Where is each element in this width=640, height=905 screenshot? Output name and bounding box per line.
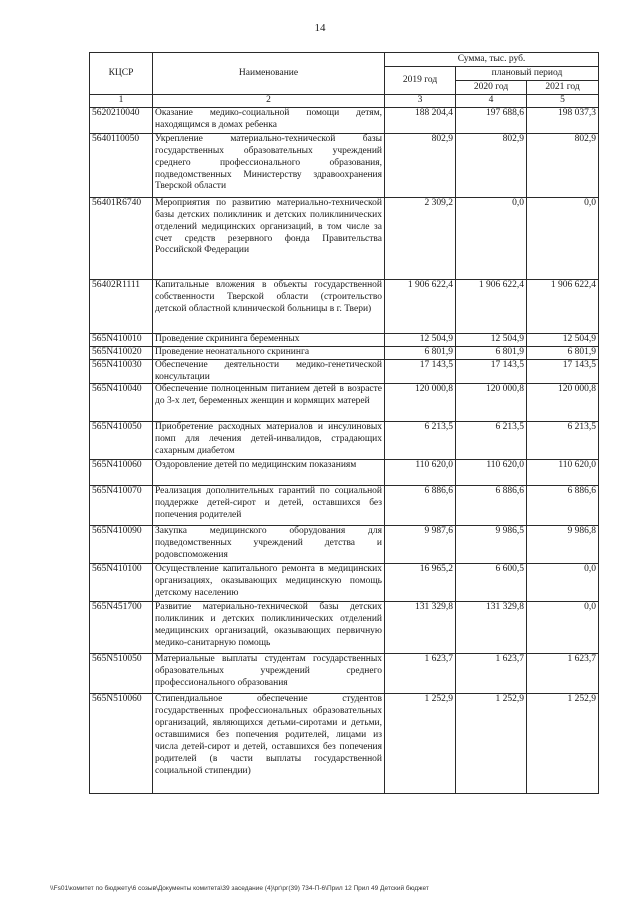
header-year-2021: 2021 год: [527, 81, 599, 95]
table-row: [90, 564, 599, 602]
name-cell: Укрепление материально-технической базы государственных образовательных учреждений среднего профессионального образования, подведомственных Министерству здравоохранения Тверской области: [153, 133, 385, 197]
value-2021-cell: 198 037,3: [527, 107, 599, 133]
value-2019-cell: 802,9: [385, 133, 456, 197]
kcsr-code-cell: 565N410100: [90, 564, 153, 602]
name-cell: Обеспечение полноценным питанием детей в возрасте до 3-х лет, беременных женщин и кормящих матерей: [153, 384, 385, 422]
value-2021-cell: 6 801,9: [527, 346, 599, 359]
name-cell: Капитальные вложения в объекты государственной собственности Тверской области (строительство детской областной клинической больницы в г. Твери): [153, 279, 385, 333]
value-2020-cell: 6 213,5: [456, 422, 527, 460]
column-number: 1: [90, 95, 153, 108]
value-2021-cell: 110 620,0: [527, 460, 599, 486]
value-2020-cell: 0,0: [456, 197, 527, 279]
value-2019-cell: 12 504,9: [385, 333, 456, 346]
kcsr-code-cell: 565N451700: [90, 602, 153, 654]
name-cell: Реализация дополнительных гарантий по социальной поддержке детей-сирот и детей, оставшихся без попечения родителей: [153, 486, 385, 526]
value-2021-cell: 0,0: [527, 602, 599, 654]
name-cell: Закупка медицинского оборудования для подведомственных учреждений детства и родовспоможения: [153, 526, 385, 564]
budget-table: [89, 52, 599, 794]
value-2020-cell: 6 801,9: [456, 346, 527, 359]
value-2019-cell: 6 801,9: [385, 346, 456, 359]
kcsr-code-cell: 565N410090: [90, 526, 153, 564]
value-2021-cell: 0,0: [527, 564, 599, 602]
header-year-2019: 2019 год: [385, 67, 456, 95]
value-2021-cell: 12 504,9: [527, 333, 599, 346]
kcsr-code-cell: 565N410030: [90, 359, 153, 384]
name-cell: Оздоровление детей по медицинским показаниям: [153, 460, 385, 486]
value-2021-cell: 1 906 622,4: [527, 279, 599, 333]
header-name: Наименование: [153, 53, 385, 95]
kcsr-code-cell: 5620210040: [90, 107, 153, 133]
name-cell: Приобретение расходных материалов и инсулиновых помп для лечения детей-инвалидов, страдающих сахарным диабетом: [153, 422, 385, 460]
table-row: [90, 384, 599, 422]
footer-file-path: \\Fs01\комитет по бюджету\6 созыв\Документы комитета\39 заседание (4)\рг\рг(39) 734-П-6\Прил 12 Прил 49 Детский бюджет: [50, 885, 429, 892]
name-cell: Развитие материально-технической базы детских поликлиник и детских поликлинических отделений медицинских организаций, оказывающих первичную медико-санитарную помощь: [153, 602, 385, 654]
table-row: [90, 107, 599, 133]
value-2020-cell: 1 906 622,4: [456, 279, 527, 333]
name-cell: Осуществление капитального ремонта в медицинских организациях, оказывающих медицинскую помощь детскому населению: [153, 564, 385, 602]
value-2021-cell: 1 252,9: [527, 694, 599, 794]
value-2019-cell: 16 965,2: [385, 564, 456, 602]
kcsr-code-cell: 56401R6740: [90, 197, 153, 279]
value-2020-cell: 6 886,6: [456, 486, 527, 526]
kcsr-code-cell: 565N410010: [90, 333, 153, 346]
value-2021-cell: 1 623,7: [527, 654, 599, 694]
page-number: 14: [314, 22, 326, 34]
name-cell: Оказание медико-социальной помощи детям, находящимся в домах ребенка: [153, 107, 385, 133]
kcsr-code-cell: 56402R1111: [90, 279, 153, 333]
value-2019-cell: 1 623,7: [385, 654, 456, 694]
table-body: [90, 107, 599, 794]
kcsr-code-cell: 565N410070: [90, 486, 153, 526]
value-2020-cell: 9 986,5: [456, 526, 527, 564]
value-2019-cell: 2 309,2: [385, 197, 456, 279]
table-row: [90, 694, 599, 794]
value-2021-cell: 9 986,8: [527, 526, 599, 564]
column-number: 4: [456, 95, 527, 108]
value-2021-cell: 802,9: [527, 133, 599, 197]
name-cell: Проведение скрининга беременных: [153, 333, 385, 346]
value-2020-cell: 197 688,6: [456, 107, 527, 133]
value-2020-cell: 131 329,8: [456, 602, 527, 654]
value-2020-cell: 12 504,9: [456, 333, 527, 346]
table-row: [90, 133, 599, 197]
table-row: [90, 359, 599, 384]
column-number: 3: [385, 95, 456, 108]
table-row: [90, 422, 599, 460]
column-number-row: [90, 95, 599, 108]
table-row: [90, 654, 599, 694]
table-row: [90, 346, 599, 359]
value-2020-cell: 17 143,5: [456, 359, 527, 384]
kcsr-code-cell: 565N510060: [90, 694, 153, 794]
value-2019-cell: 188 204,4: [385, 107, 456, 133]
value-2021-cell: 0,0: [527, 197, 599, 279]
table-row: [90, 526, 599, 564]
value-2020-cell: 110 620,0: [456, 460, 527, 486]
header-code: КЦСР: [90, 53, 153, 95]
kcsr-code-cell: 565N510050: [90, 654, 153, 694]
column-number: 2: [153, 95, 385, 108]
table-row: [90, 460, 599, 486]
value-2020-cell: 1 252,9: [456, 694, 527, 794]
value-2021-cell: 6 213,5: [527, 422, 599, 460]
kcsr-code-cell: 565N410050: [90, 422, 153, 460]
table-row: [90, 197, 599, 279]
value-2019-cell: 1 906 622,4: [385, 279, 456, 333]
column-number: 5: [527, 95, 599, 108]
table-row: [90, 486, 599, 526]
value-2019-cell: 1 252,9: [385, 694, 456, 794]
value-2019-cell: 6 213,5: [385, 422, 456, 460]
name-cell: Мероприятия по развитию материально-технической базы детских поликлиник и детских поликлинических отделений медицинских организаций, в том числе за счет средств резервного фонда Правительства Российской Федерации: [153, 197, 385, 279]
value-2020-cell: 1 623,7: [456, 654, 527, 694]
value-2019-cell: 131 329,8: [385, 602, 456, 654]
value-2020-cell: 6 600,5: [456, 564, 527, 602]
name-cell: Проведение неонатального скрининга: [153, 346, 385, 359]
kcsr-code-cell: 565N410040: [90, 384, 153, 422]
table-row: [90, 279, 599, 333]
name-cell: Материальные выплаты студентам государственных образовательных учреждений среднего профессионального образования: [153, 654, 385, 694]
name-cell: Стипендиальное обеспечение студентов государственных профессиональных образовательных организаций, являющихся детьми-сиротами и детьми, оставшимися без попечения родителей, лицами из числа детей-сирот и детей, оставшихся без попечения родителей (в части выплаты государственной социальной стипендии): [153, 694, 385, 794]
value-2019-cell: 9 987,6: [385, 526, 456, 564]
kcsr-code-cell: 5640110050: [90, 133, 153, 197]
value-2021-cell: 6 886,6: [527, 486, 599, 526]
value-2020-cell: 120 000,8: [456, 384, 527, 422]
header-year-2020: 2020 год: [456, 81, 527, 95]
kcsr-code-cell: 565N410020: [90, 346, 153, 359]
table-row: [90, 602, 599, 654]
value-2021-cell: 120 000,8: [527, 384, 599, 422]
value-2019-cell: 6 886,6: [385, 486, 456, 526]
kcsr-code-cell: 565N410060: [90, 460, 153, 486]
value-2021-cell: 17 143,5: [527, 359, 599, 384]
value-2019-cell: 110 620,0: [385, 460, 456, 486]
header-planned-period: плановый период: [456, 67, 599, 81]
name-cell: Обеспечение деятельности медико-генетической консультации: [153, 359, 385, 384]
value-2020-cell: 802,9: [456, 133, 527, 197]
value-2019-cell: 17 143,5: [385, 359, 456, 384]
table-row: [90, 333, 599, 346]
value-2019-cell: 120 000,8: [385, 384, 456, 422]
header-sum: Сумма, тыс. руб.: [385, 53, 599, 67]
